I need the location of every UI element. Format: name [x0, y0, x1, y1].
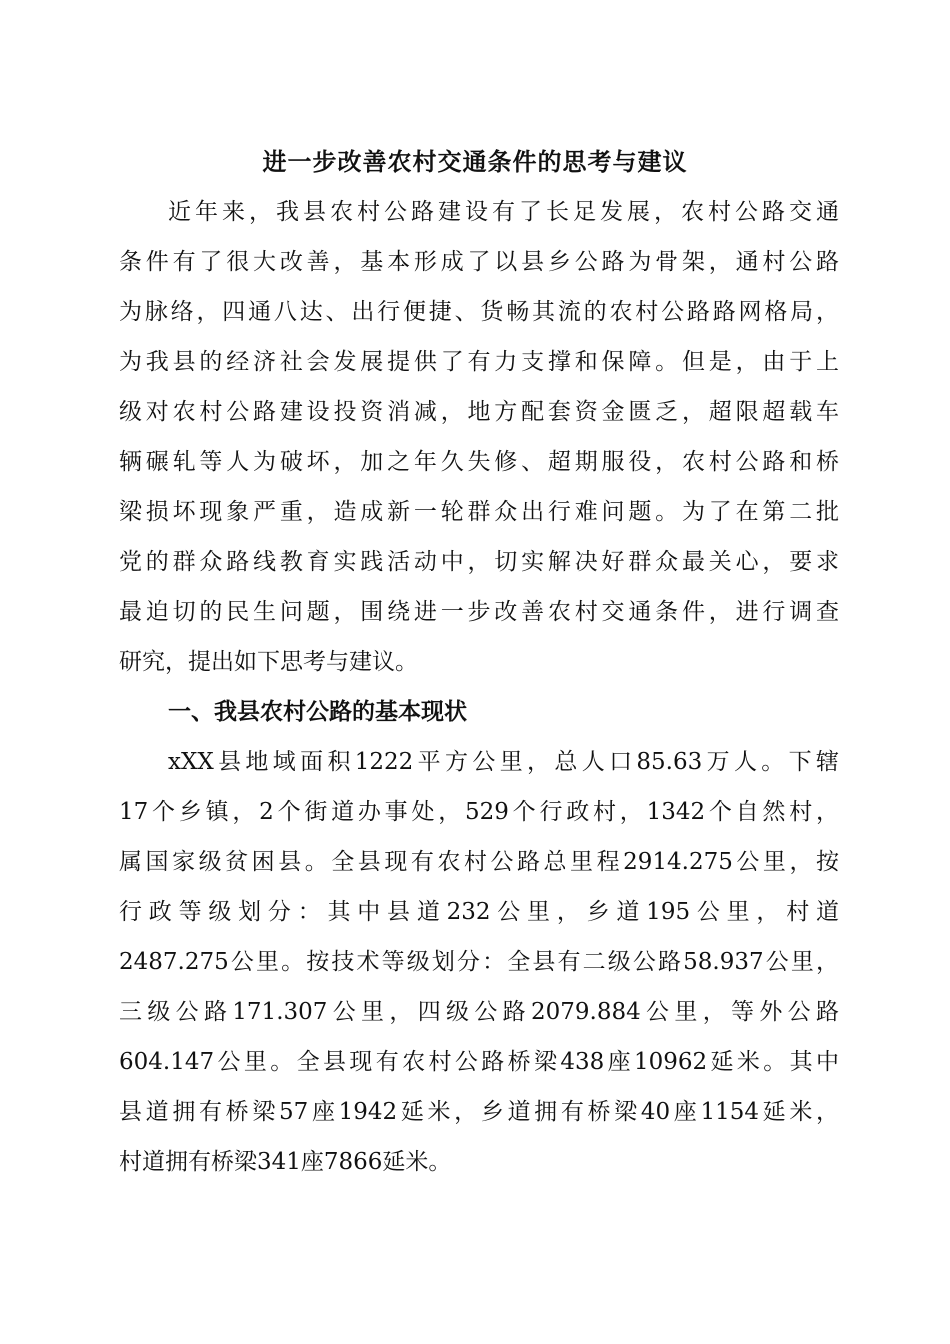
intro-line: 党的群众路线教育实践活动中，切实解决好群众最关心，要求	[119, 549, 839, 575]
section-line: 2487.275公里。按技术等级划分：全县有二级公路58.937公里，	[119, 949, 839, 975]
section-line: 三级公路171.307公里，四级公路2079.884公里，等外公路	[119, 999, 839, 1025]
section-line: 属国家级贫困县。全县现有农村公路总里程2914.275公里，按	[119, 849, 839, 875]
intro-line: 为我县的经济社会发展提供了有力支撑和保障。但是，由于上	[119, 349, 839, 375]
section-line: 604.147公里。全县现有农村公路桥梁438座10962延米。其中	[119, 1049, 839, 1075]
intro-line: 梁损坏现象严重，造成新一轮群众出行难问题。为了在第二批	[119, 499, 839, 525]
intro-line: 近年来，我县农村公路建设有了长足发展，农村公路交通	[168, 199, 839, 225]
section-line: 县道拥有桥梁57座1942延米，乡道拥有桥梁40座1154延米，	[119, 1099, 839, 1125]
section-line: 村道拥有桥梁341座7866延米。	[119, 1149, 452, 1175]
document-title: 进一步改善农村交通条件的思考与建议	[262, 147, 688, 176]
intro-line: 级对农村公路建设投资消减，地方配套资金匮乏，超限超载车	[119, 399, 839, 425]
intro-line: 辆碾轧等人为破坏，加之年久失修、超期服役，农村公路和桥	[119, 449, 839, 475]
intro-line: 最迫切的民生问题，围绕进一步改善农村交通条件，进行调查	[119, 599, 839, 625]
section-line: 行政等级划分：其中县道232公里，乡道195公里，村道	[119, 899, 839, 925]
intro-line: 条件有了很大改善，基本形成了以县乡公路为骨架，通村公路	[119, 249, 839, 275]
intro-line: 研究，提出如下思考与建议。	[119, 649, 418, 675]
section-line: 17个乡镇，2个街道办事处，529个行政村，1342个自然村，	[119, 799, 839, 825]
section-line: xXX县地域面积1222平方公里，总人口85.63万人。下辖	[168, 749, 839, 775]
section-heading: 一、我县农村公路的基本现状	[168, 698, 467, 725]
intro-line: 为脉络，四通八达、出行便捷、货畅其流的农村公路路网格局，	[119, 299, 839, 325]
